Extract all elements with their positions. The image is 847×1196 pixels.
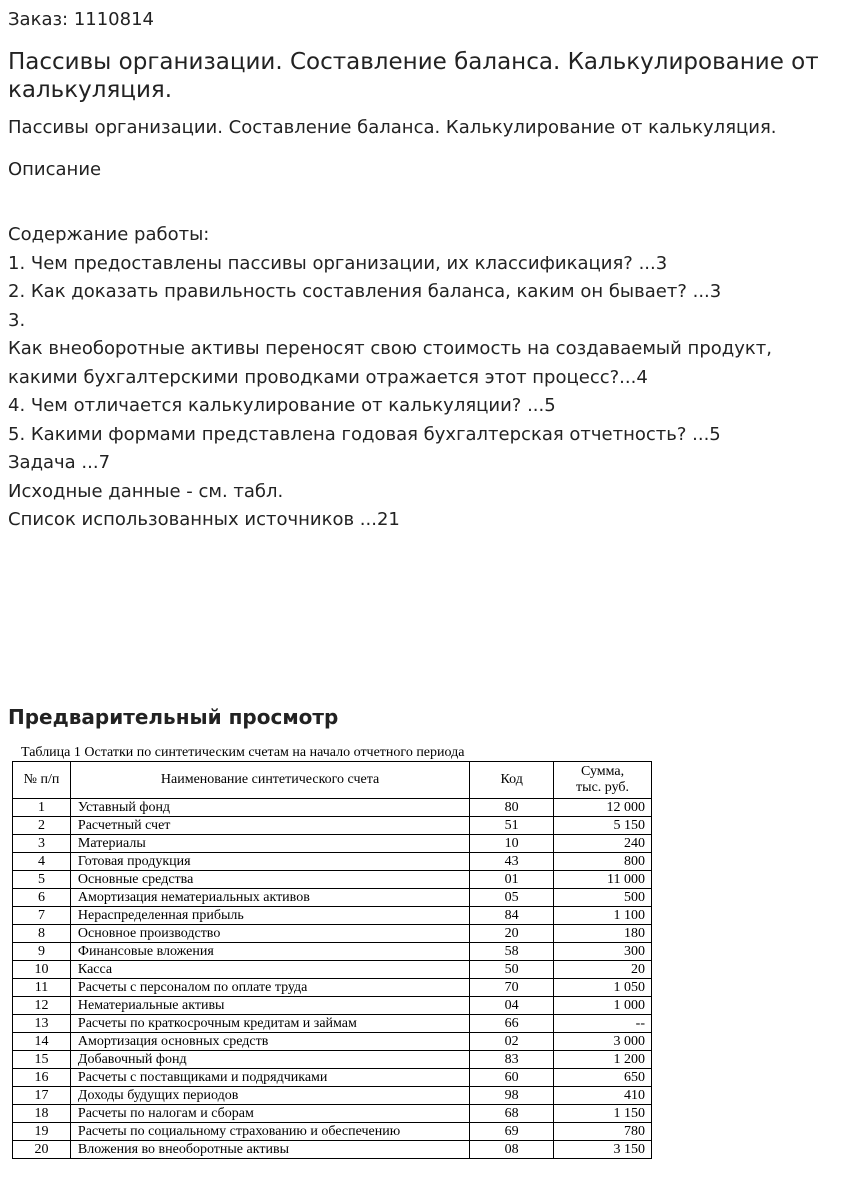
table-row bbox=[13, 961, 652, 979]
cell-account-name: Основные средства bbox=[70, 871, 469, 889]
cell-sum: 500 bbox=[554, 889, 652, 907]
cell-num: 9 bbox=[13, 943, 71, 961]
cell-sum: 3 150 bbox=[554, 1141, 652, 1159]
contents-line: Исходные данные - см. табл. bbox=[8, 480, 284, 502]
contents-line: Как внеоборотные активы переносят свою стоимость на создаваемый продукт, bbox=[8, 338, 772, 359]
contents-line: 1. Чем предоставлены пассивы организации, их классификация? ...3 bbox=[8, 252, 668, 274]
cell-account-name: Амортизация основных средств bbox=[70, 1033, 469, 1051]
cell-sum: 300 bbox=[554, 943, 652, 961]
contents-line: 2. Как доказать правильность составления баланса, каким он бывает? ...3 bbox=[8, 281, 722, 302]
cell-code: 08 bbox=[470, 1141, 554, 1159]
cell-code: 20 bbox=[470, 925, 554, 943]
cell-code: 83 bbox=[470, 1051, 554, 1069]
cell-account-name: Касса bbox=[70, 961, 469, 979]
cell-account-name: Вложения во внеоборотные активы bbox=[70, 1141, 469, 1159]
cell-code: 04 bbox=[470, 997, 554, 1015]
cell-sum: 3 000 bbox=[554, 1033, 652, 1051]
header-name: Наименование синтетического счета bbox=[70, 762, 469, 799]
contents-line: 5. Какими формами представлена годовая бухгалтерская отчетность? ...5 bbox=[8, 423, 721, 445]
page-title: Пассивы организации. Составление баланса. Калькулирование от калькуляция. bbox=[8, 49, 819, 103]
cell-code: 58 bbox=[470, 943, 554, 961]
table-row bbox=[13, 925, 652, 943]
contents-line: Содержание работы: bbox=[8, 224, 210, 245]
cell-sum: 1 100 bbox=[554, 907, 652, 925]
cell-num: 15 bbox=[13, 1051, 71, 1069]
cell-code: 60 bbox=[470, 1069, 554, 1087]
cell-account-name: Нераспределенная прибыль bbox=[70, 907, 469, 925]
cell-account-name: Расчетный счет bbox=[70, 817, 469, 835]
table-row bbox=[13, 1105, 652, 1123]
table-row bbox=[13, 889, 652, 907]
cell-code: 98 bbox=[470, 1087, 554, 1105]
cell-account-name: Расчеты с персоналом по оплате труда bbox=[70, 979, 469, 997]
cell-account-name: Добавочный фонд bbox=[70, 1051, 469, 1069]
table-row bbox=[13, 1051, 652, 1069]
cell-account-name: Готовая продукция bbox=[70, 853, 469, 871]
cell-code: 70 bbox=[470, 979, 554, 997]
cell-account-name: Доходы будущих периодов bbox=[70, 1087, 469, 1105]
cell-code: 43 bbox=[470, 853, 554, 871]
cell-code: 69 bbox=[470, 1123, 554, 1141]
description-heading: Описание bbox=[8, 159, 102, 180]
cell-num: 1 bbox=[13, 799, 71, 817]
cell-num: 5 bbox=[13, 871, 71, 889]
cell-num: 14 bbox=[13, 1033, 71, 1051]
table-row bbox=[13, 1015, 652, 1033]
cell-code: 50 bbox=[470, 961, 554, 979]
cell-sum: 780 bbox=[554, 1123, 652, 1141]
cell-code: 01 bbox=[470, 871, 554, 889]
cell-account-name: Амортизация нематериальных активов bbox=[70, 889, 469, 907]
cell-sum: 20 bbox=[554, 961, 652, 979]
work-contents bbox=[8, 221, 838, 535]
cell-sum: -- bbox=[554, 1015, 652, 1033]
table-header-row bbox=[13, 762, 652, 799]
cell-account-name: Материалы bbox=[70, 835, 469, 853]
contents-line: Задача ...7 bbox=[8, 452, 111, 473]
cell-sum: 1 050 bbox=[554, 979, 652, 997]
cell-code: 80 bbox=[470, 799, 554, 817]
cell-code: 68 bbox=[470, 1105, 554, 1123]
cell-account-name: Расчеты с поставщиками и подрядчиками bbox=[70, 1069, 469, 1087]
cell-num: 12 bbox=[13, 997, 71, 1015]
cell-account-name: Расчеты по социальному страхованию и обеспечению bbox=[70, 1123, 469, 1141]
cell-account-name: Расчеты по налогам и сборам bbox=[70, 1105, 469, 1123]
table-body bbox=[13, 799, 652, 1159]
cell-num: 4 bbox=[13, 853, 71, 871]
cell-num: 13 bbox=[13, 1015, 71, 1033]
cell-code: 51 bbox=[470, 817, 554, 835]
accounts-table bbox=[12, 761, 652, 1159]
cell-num: 6 bbox=[13, 889, 71, 907]
header-sum-line1: Сумма, bbox=[580, 764, 625, 779]
document-preview bbox=[12, 744, 654, 1196]
table-row bbox=[13, 1141, 652, 1159]
header-code: Код bbox=[470, 762, 554, 799]
cell-num: 19 bbox=[13, 1123, 71, 1141]
cell-num: 16 bbox=[13, 1069, 71, 1087]
cell-sum: 180 bbox=[554, 925, 652, 943]
cell-sum: 800 bbox=[554, 853, 652, 871]
cell-num: 10 bbox=[13, 961, 71, 979]
cell-sum: 11 000 bbox=[554, 871, 652, 889]
cell-code: 84 bbox=[470, 907, 554, 925]
cell-sum: 12 000 bbox=[554, 799, 652, 817]
cell-account-name: Финансовые вложения bbox=[70, 943, 469, 961]
cell-sum: 410 bbox=[554, 1087, 652, 1105]
table-row bbox=[13, 1123, 652, 1141]
table-row bbox=[13, 853, 652, 871]
cell-num: 3 bbox=[13, 835, 71, 853]
cell-sum: 1 200 bbox=[554, 1051, 652, 1069]
table-row bbox=[13, 835, 652, 853]
table-row bbox=[13, 817, 652, 835]
cell-num: 17 bbox=[13, 1087, 71, 1105]
cell-num: 8 bbox=[13, 925, 71, 943]
table-row bbox=[13, 1069, 652, 1087]
cell-code: 05 bbox=[470, 889, 554, 907]
header-sum-line2: тыс. руб. bbox=[576, 780, 630, 795]
table-row bbox=[13, 907, 652, 925]
cell-sum: 5 150 bbox=[554, 817, 652, 835]
cell-account-name: Расчеты по краткосрочным кредитам и займам bbox=[70, 1015, 469, 1033]
cell-num: 7 bbox=[13, 907, 71, 925]
cell-code: 02 bbox=[470, 1033, 554, 1051]
contents-line: 3. bbox=[8, 309, 26, 331]
cell-num: 18 bbox=[13, 1105, 71, 1123]
table-row bbox=[13, 943, 652, 961]
table-caption: Таблица 1 Остатки по синтетическим счетам на начало отчетного периода bbox=[21, 745, 465, 760]
order-number: Заказ: 1110814 bbox=[8, 9, 154, 30]
page-subtitle: Пассивы организации. Составление баланса. Калькулирование от калькуляция. bbox=[8, 117, 777, 138]
cell-num: 2 bbox=[13, 817, 71, 835]
cell-sum: 1 000 bbox=[554, 997, 652, 1015]
table-row bbox=[13, 1033, 652, 1051]
cell-code: 10 bbox=[470, 835, 554, 853]
cell-sum: 1 150 bbox=[554, 1105, 652, 1123]
table-row bbox=[13, 997, 652, 1015]
preview-heading: Предварительный просмотр bbox=[8, 705, 339, 729]
cell-sum: 240 bbox=[554, 835, 652, 853]
table-row bbox=[13, 871, 652, 889]
header-num: № п/п bbox=[13, 762, 71, 799]
contents-line: Список использованных источников ...21 bbox=[8, 509, 400, 530]
table-row bbox=[13, 1087, 652, 1105]
cell-account-name: Нематериальные активы bbox=[70, 997, 469, 1015]
cell-account-name: Уставный фонд bbox=[70, 799, 469, 817]
contents-line: какими бухгалтерскими проводками отражается этот процесс?...4 bbox=[8, 366, 648, 388]
cell-num: 11 bbox=[13, 979, 71, 997]
contents-line: 4. Чем отличается калькулирование от калькуляции? ...5 bbox=[8, 395, 556, 416]
table-row bbox=[13, 979, 652, 997]
cell-account-name: Основное производство bbox=[70, 925, 469, 943]
table-row bbox=[13, 799, 652, 817]
cell-code: 66 bbox=[470, 1015, 554, 1033]
cell-num: 20 bbox=[13, 1141, 71, 1159]
header-sum bbox=[554, 762, 652, 799]
cell-sum: 650 bbox=[554, 1069, 652, 1087]
